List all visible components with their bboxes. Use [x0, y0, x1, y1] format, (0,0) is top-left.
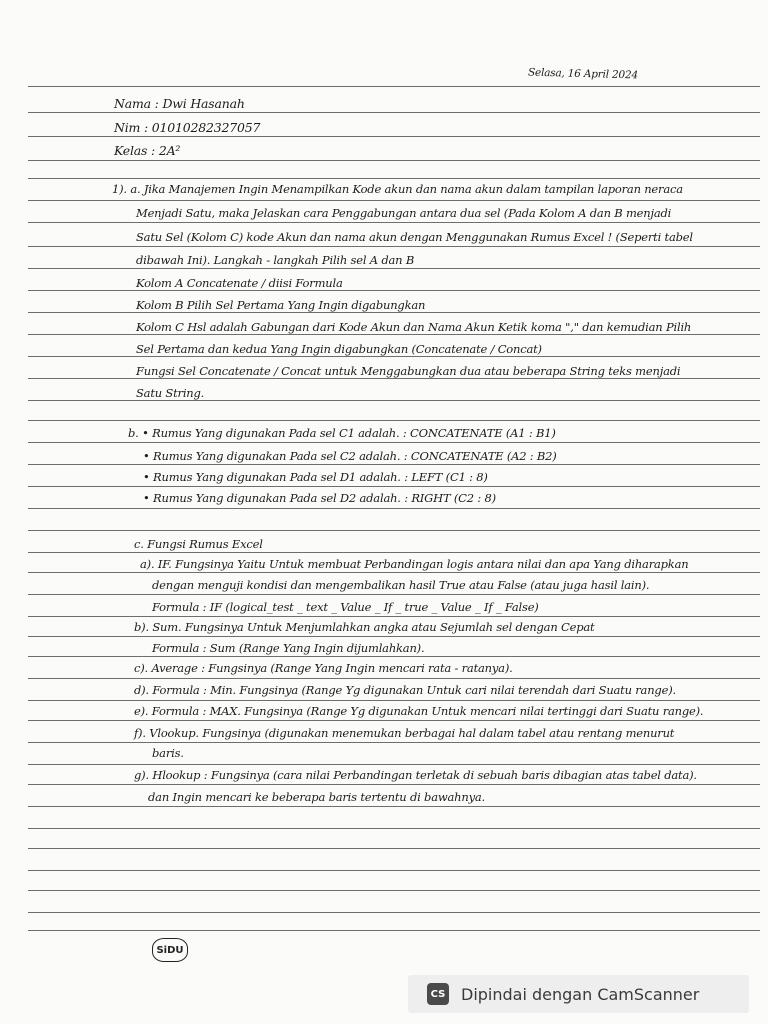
answer-line: baris.	[152, 746, 184, 760]
answer-line: Kolom A Concatenate / diisi Formula	[136, 276, 343, 290]
ruling-line	[28, 656, 760, 657]
class-line: Kelas : 2A²	[114, 143, 181, 158]
formula-line: b. • Rumus Yang digunakan Pada sel C1 adalah. : CONCATENATE (A1 : B1)	[128, 426, 556, 440]
answer-line: Satu String.	[136, 386, 205, 400]
formula-line: • Rumus Yang digunakan Pada sel D1 adalah. : LEFT (C1 : 8)	[143, 470, 488, 484]
ruling-line	[28, 200, 760, 201]
answer-line: b). Sum. Fungsinya Untuk Menjumlahkan angka atau Sejumlah sel dengan Cepat	[134, 620, 595, 634]
answer-line: e). Formula : MAX. Fungsinya (Range Yg digunakan Untuk mencari nilai tertinggi dari Suatu range).	[134, 704, 704, 718]
answer-line: Kolom C Hsl adalah Gabungan dari Kode Akun dan Nama Akun Ketik koma "," dan kemudian Pilih	[136, 320, 692, 334]
formula-line: • Rumus Yang digunakan Pada sel C2 adalah. : CONCATENATE (A2 : B2)	[143, 449, 557, 463]
ruling-line	[28, 178, 760, 179]
nim-line: Nim : 01010282327057	[114, 120, 261, 135]
answer-line: dibawah Ini). Langkah - langkah Pilih sel A dan B	[136, 253, 415, 267]
ruling-line	[28, 334, 760, 335]
ruling-line	[28, 246, 760, 247]
ruling-line	[28, 848, 760, 849]
notebook-brand-logo: SiDU	[152, 938, 188, 962]
camscanner-icon: CS	[427, 983, 449, 1005]
ruling-line	[28, 160, 760, 161]
answer-line: dengan menguji kondisi dan mengembalikan hasil True atau False (atau juga hasil lain).	[152, 578, 650, 592]
ruling-line	[28, 720, 760, 721]
answer-line: Kolom B Pilih Sel Pertama Yang Ingin digabungkan	[136, 298, 426, 312]
ruling-line	[28, 636, 760, 637]
answer-line: dan Ingin mencari ke beberapa baris tertentu di bawahnya.	[148, 790, 485, 804]
ruling-line	[28, 464, 760, 465]
camscanner-label: Dipindai dengan CamScanner	[461, 984, 700, 1004]
answer-line: Formula : Sum (Range Yang Ingin dijumlahkan).	[152, 641, 425, 655]
answer-line: 1). a. Jika Manajemen Ingin Menampilkan Kode akun dan nama akun dalam tampilan laporan neraca	[112, 182, 683, 196]
ruling-line	[28, 572, 760, 573]
answer-line: f). Vlookup. Fungsinya (digunakan menemukan berbagai hal dalam tabel atau rentang menurut	[134, 726, 675, 740]
ruling-line	[28, 678, 760, 679]
answer-line: Satu Sel (Kolom C) kode Akun dan nama akun dengan Menggunakan Rumus Excel ! (Seperti tabel	[136, 230, 693, 244]
ruling-line	[28, 400, 760, 401]
ruling-line	[28, 552, 760, 553]
answer-line: g). Hlookup : Fungsinya (cara nilai Perbandingan terletak di sebuah baris dibagian atas tabel data).	[134, 768, 697, 782]
answer-line: Fungsi Sel Concatenate / Concat untuk Menggabungkan dua atau beberapa String teks menjadi	[136, 364, 681, 378]
ruling-line	[28, 508, 760, 509]
ruling-line	[28, 764, 760, 765]
ruling-line	[28, 594, 760, 595]
answer-line: Menjadi Satu, maka Jelaskan cara Penggabungan antara dua sel (Pada Kolom A dan B menjadi	[136, 206, 672, 220]
ruling-line	[28, 420, 760, 421]
ruling-line	[28, 784, 760, 785]
ruling-line	[28, 890, 760, 891]
answer-line: d). Formula : Min. Fungsinya (Range Yg digunakan Untuk cari nilai terendah dari Suatu range).	[134, 683, 676, 697]
ruling-line	[28, 912, 760, 913]
answer-line: c. Fungsi Rumus Excel	[134, 537, 263, 551]
ruling-line	[28, 616, 760, 617]
ruling-line	[28, 930, 760, 931]
ruling-line	[28, 378, 760, 379]
ruling-line	[28, 742, 760, 743]
ruling-line	[28, 700, 760, 701]
ruling-line	[28, 312, 760, 313]
ruling-line	[28, 268, 760, 269]
ruling-line	[28, 806, 760, 807]
ruling-line	[28, 356, 760, 357]
answer-line: a). IF. Fungsinya Yaitu Untuk membuat Perbandingan logis antara nilai dan apa Yang diharapkan	[140, 557, 689, 571]
ruling-line	[28, 86, 760, 87]
name-line: Nama : Dwi Hasanah	[114, 96, 245, 111]
answer-line: c). Average : Fungsinya (Range Yang Ingin mencari rata - ratanya).	[134, 661, 513, 675]
ruling-line	[28, 112, 760, 113]
ruling-line	[28, 530, 760, 531]
camscanner-badge	[408, 975, 749, 1013]
ruling-line	[28, 222, 760, 223]
ruling-line	[28, 828, 760, 829]
formula-line: • Rumus Yang digunakan Pada sel D2 adalah. : RIGHT (C2 : 8)	[143, 491, 496, 505]
ruling-line	[28, 486, 760, 487]
answer-line: Sel Pertama dan kedua Yang Ingin digabungkan (Concatenate / Concat)	[136, 342, 542, 356]
ruling-line	[28, 290, 760, 291]
answer-line: Formula : IF (logical_test _ text _ Value _ If _ true _ Value _ If _ False)	[152, 600, 539, 614]
ruling-line	[28, 442, 760, 443]
ruling-line	[28, 136, 760, 137]
date-text: Selasa, 16 April 2024	[527, 66, 639, 82]
ruling-line	[28, 870, 760, 871]
